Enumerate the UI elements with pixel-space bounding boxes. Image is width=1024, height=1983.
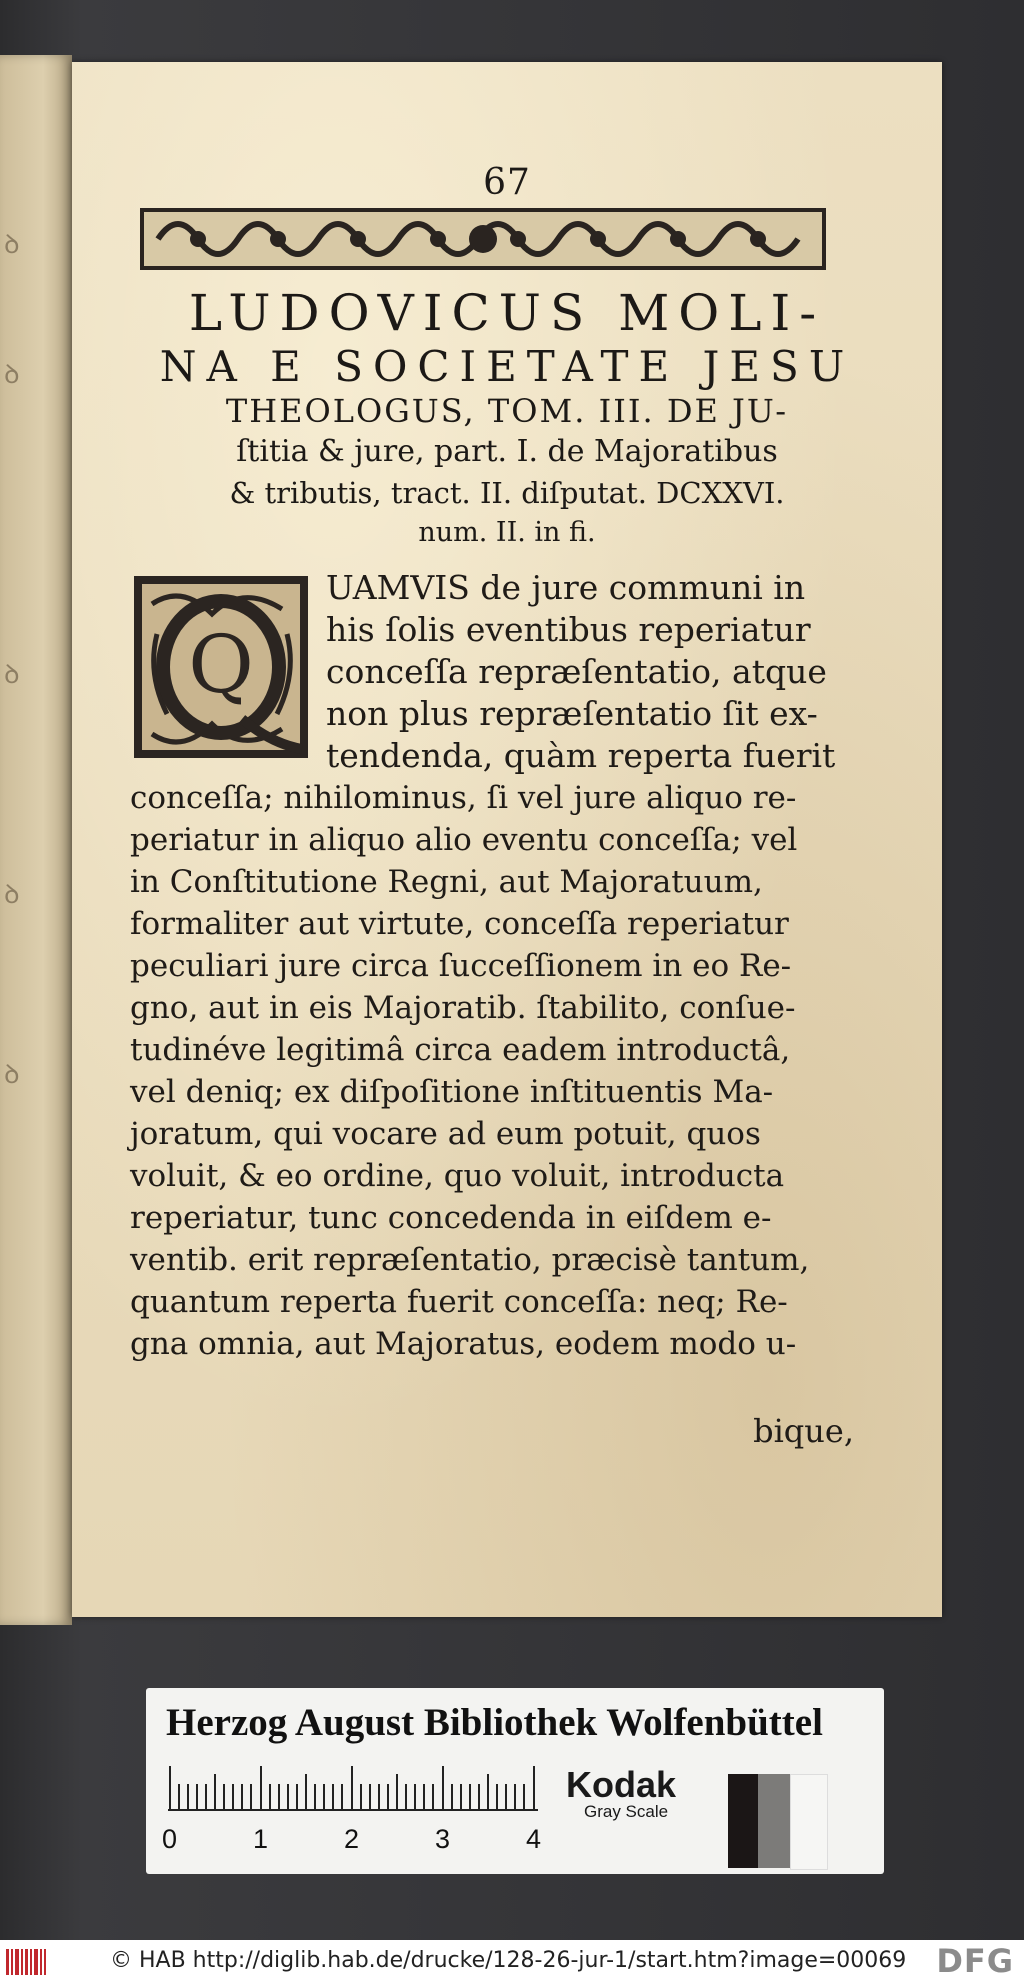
bleed-mark: ꝺ — [4, 880, 20, 910]
gray-swatch-black — [728, 1774, 758, 1868]
title-line: NA E SOCIETATE JESU — [159, 342, 855, 391]
catchword: bique, — [753, 1412, 854, 1450]
title-line: THEOLOGUS, TOM. III. DE JU- — [225, 392, 789, 430]
text-line: conceſſa; nihilominus, ſi vel jure aliquo re- — [130, 780, 797, 816]
ruler-number: 4 — [526, 1824, 542, 1854]
bleed-mark: ꝺ — [4, 230, 20, 260]
text-line: tendenda, quàm reperta fuerit — [326, 736, 836, 775]
copyright-url[interactable]: © HAB http://diglib.hab.de/drucke/128-26-jur-1/start.htm?image=00069 — [110, 1948, 907, 1973]
decorated-initial — [132, 574, 310, 760]
title-line: num. II. in fi. — [418, 517, 596, 548]
ruler-number: 1 — [253, 1824, 269, 1854]
bleed-mark: ꝺ — [4, 360, 20, 390]
text-line: reperiatur, tunc concedenda in eiſdem e- — [130, 1200, 772, 1236]
text-line: periatur in aliquo alio eventu conceſſa; vel — [130, 822, 798, 858]
bleed-mark: ꝺ — [4, 1060, 20, 1090]
color-target-label — [146, 1688, 884, 1874]
text-line: peculiari jure circa ſucceſſionem in eo Re- — [130, 948, 792, 984]
text-line: tudinéve legitimâ circa eadem introductâ, — [130, 1032, 791, 1068]
text-line: joratum, qui vocare ad eum potuit, quos — [130, 1116, 761, 1152]
dfg-logo: DFG — [936, 1942, 1014, 1980]
ruler-number: 0 — [162, 1824, 178, 1854]
scale-ruler — [168, 1766, 548, 1812]
book-page — [72, 62, 942, 1617]
ornament-band — [138, 204, 828, 274]
library-name: Herzog August Bibliothek Wolfenbüttel — [166, 1701, 823, 1744]
gray-scale-label: Gray Scale — [584, 1802, 669, 1821]
text-line: ventib. erit repræſentatio, præcisè tantum, — [130, 1242, 810, 1278]
text-line: formaliter aut virtute, conceſſa reperiatur — [130, 906, 789, 942]
text-line: his ſolis eventibus reperiatur — [326, 610, 811, 649]
text-line: vel deniq; ex diſpoſitione inſtituentis Ma- — [130, 1074, 774, 1110]
barcode-logo-icon — [4, 1946, 48, 1978]
text-line: quantum reperta fuerit conceſſa: neq; Re- — [130, 1284, 788, 1320]
ruler-number: 3 — [435, 1824, 451, 1854]
text-line: in Conſtitutione Regni, aut Majoratuum, — [130, 864, 763, 900]
title-line: ſtitia & jure, part. I. de Majoratibus — [236, 434, 778, 469]
text-line: UAMVIS de jure communi in — [326, 568, 806, 607]
text-line: conceſſa repræſentatio, atque — [326, 652, 827, 691]
initial-letter: Q — [188, 618, 254, 711]
bleed-mark: ꝺ — [4, 660, 20, 690]
page-number: 67 — [483, 162, 531, 203]
kodak-brand: Kodak — [566, 1764, 677, 1805]
gray-swatch-white — [790, 1774, 828, 1870]
text-line: gno, aut in eis Majoratib. ſtabilito, conſue- — [130, 990, 796, 1026]
gray-swatch-mid — [758, 1774, 790, 1868]
title-line: LUDOVICUS MOLI- — [188, 284, 826, 342]
text-line: gna omnia, aut Majoratus, eodem modo u- — [130, 1326, 797, 1362]
footer-bar — [0, 1940, 1024, 1983]
previous-page-edge — [0, 55, 72, 1625]
ruler-number: 2 — [344, 1824, 360, 1854]
text-line: voluit, & eo ordine, quo voluit, introducta — [130, 1158, 785, 1194]
text-line: non plus repræſentatio ſit ex- — [326, 694, 818, 733]
title-line: & tributis, tract. II. diſputat. DCXXVI. — [229, 476, 785, 510]
